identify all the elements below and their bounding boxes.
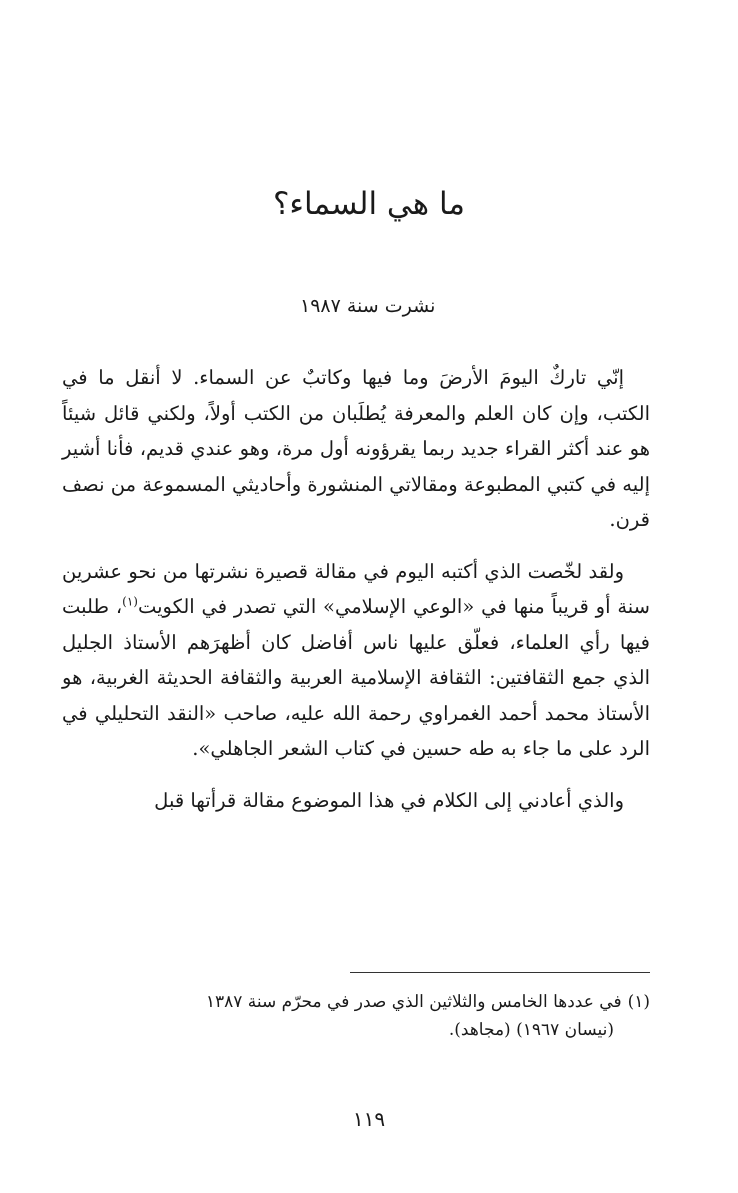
paragraph-1: إنّي تاركٌ اليومَ الأرضَ وما فيها وكاتبٌ عن السماء. لا أنقل ما في الكتب، وإن كان العلم والمعرفة يُطلَبان من الكتب أولاً، ولكني قائل شيئاً هو عند أكثر القراء جديد ربما يقرؤونه أول مرة، وهو عندي قديم، فأنا أشير إليه في كتبي المطبوعة ومقالاتي المنشورة وأحاديثي المسموعة من نصف قرن. xyxy=(62,366,650,531)
footnote-reference[interactable]: (١) xyxy=(122,594,138,609)
paragraph-2-after-ref: ، طلبت فيها رأي العلماء، فعلّق عليها ناس أفاضل كان أظهرَهم الأستاذ الجليل الذي جمع الثقافتين: الثقافة الإسلامية العربية والثقافة الحديثة الغربية، هو الأستاذ محمد أحمد الغمراوي رحمة الله عليه، صاحب «النقد التحليلي في الرد على ما جاء به طه حسين في كتاب الشعر الجاهلي». xyxy=(62,595,650,760)
page-number: ١١٩ xyxy=(352,1107,386,1131)
paragraph-3: والذي أعادني إلى الكلام في هذا الموضوع مقالة قرأتها قبل xyxy=(154,788,624,812)
footnote-line-1: في عددها الخامس والثلاثين الذي صدر في محرّم سنة ١٣٨٧ xyxy=(205,992,622,1012)
footnote xyxy=(62,988,650,1044)
page-title: ما هي السماء؟ xyxy=(272,186,466,222)
body-text xyxy=(62,360,650,834)
footnote-divider xyxy=(350,972,650,973)
paragraph-2 xyxy=(62,554,650,767)
publication-date: نشرت سنة ١٩٨٧ xyxy=(300,295,436,317)
paragraph-2-before-ref: ولقد لخّصت الذي أكتبه اليوم في مقالة قصيرة نشرتها من نحو عشرين سنة أو قريباً منها في «الوعي الإسلامي» التي تصدر في الكويت xyxy=(62,559,650,618)
footnote-number: (١) xyxy=(627,992,650,1012)
footnote-line-2: (نيسان ١٩٦٧) (مجاهد). xyxy=(448,1020,614,1040)
